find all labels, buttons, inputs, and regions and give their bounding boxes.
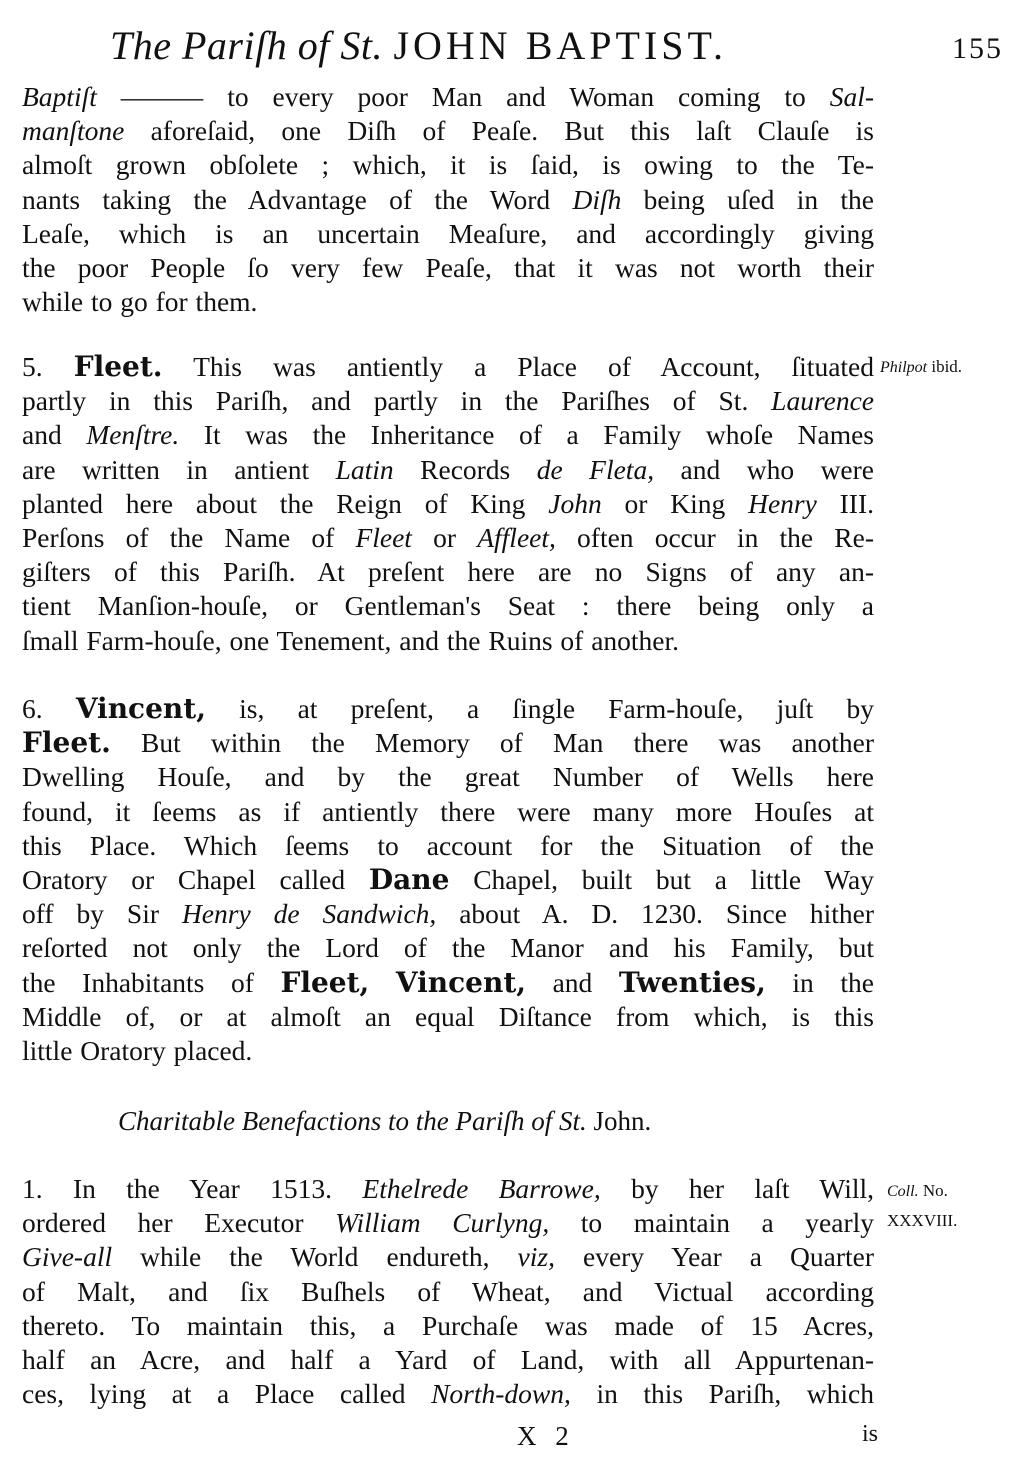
blackletter-word: Dane: [368, 863, 450, 897]
paragraph-intro: [22, 80, 874, 319]
text-line: [22, 384, 874, 418]
margin-text: No.: [918, 1181, 948, 1200]
text-run: ordered her Executor: [22, 1207, 336, 1239]
text-run: Oratory or Chapel called: [22, 864, 369, 896]
text-run: and: [526, 966, 619, 998]
item-number: 6.: [22, 693, 76, 724]
section-title-benefactions: [118, 1104, 818, 1138]
italic-word: Laurence: [771, 385, 874, 417]
text-run: It was the Inheritance of a Family whoſe Names: [179, 419, 874, 451]
text-line: Leaſe, which is an uncertain Meaſure, and accordingly giving: [22, 217, 874, 249]
text-run: Chapel, built but a little Way: [449, 864, 874, 896]
text-run: is, at preſent, a ſingle Farm-houſe, juſt by: [205, 693, 874, 724]
text-line: tient Manſion-houſe, or Gentleman's Seat : there being only a: [22, 590, 874, 622]
italic-word: Sal-: [829, 81, 874, 112]
text-line: almoſt grown obſolete ; which, it is ſaid, is owing to the Te-: [22, 149, 874, 181]
text-run: while the World endureth,: [112, 1241, 518, 1273]
paragraph-charity-1: [22, 1172, 874, 1411]
text-line: [22, 487, 874, 521]
catchword: is: [862, 1421, 879, 1447]
blackletter-word: Vincent,: [395, 965, 527, 999]
italic-word: Diſh: [572, 183, 622, 215]
italic-word: Baptiſt: [22, 81, 97, 112]
text-line: [22, 897, 874, 931]
blackletter-heading: Fleet.: [73, 350, 163, 383]
text-run: planted here about the Reign of King: [22, 487, 549, 519]
text-run: Perſons of the Name of: [22, 522, 356, 554]
text-line: Dwelling Houſe, and by the great Number of Wells here: [22, 761, 874, 793]
italic-word: Ethelrede Barrowe,: [362, 1173, 601, 1204]
text-run: often occur in the Re-: [555, 522, 875, 554]
margin-italic: Coll.: [887, 1183, 919, 1200]
section-title-italic: Charitable Benefactions to the Pariſh of St.: [118, 1106, 587, 1136]
running-header: [110, 22, 810, 70]
text-run: partly in this Pariſh, and partly in the Pariſhes of St.: [22, 385, 772, 417]
text-run: about A. D. 1230. Since hither: [436, 898, 874, 930]
blackletter-word: Fleet.: [22, 726, 111, 760]
header-saint-name: JOHN BAPTIST.: [393, 23, 727, 68]
text-line: [22, 114, 874, 148]
margin-italic: Philpot: [880, 359, 928, 376]
text-line: this Place. Which ſeems to account for the Situation of the: [22, 829, 874, 861]
text-run: and who were: [654, 453, 874, 485]
text-line: half an Acre, and half a Yard of Land, with all Appurtenan-: [22, 1344, 874, 1376]
text-line: [22, 966, 874, 1000]
text-line: found, it ſeems as if antiently there were many more Houſes at: [22, 795, 874, 827]
text-run: and: [22, 419, 87, 451]
text-line: [22, 453, 874, 487]
text-line: [22, 692, 874, 726]
text-line: giſters of this Pariſh. At preſent here are no Signs of any an-: [22, 556, 874, 588]
text-run: or King: [601, 487, 749, 519]
text-run: being uſed in the: [621, 183, 874, 215]
text-line: reſorted not only the Lord of the Manor and his Family, but: [22, 932, 874, 964]
text-line: [22, 1377, 874, 1411]
text-run: III.: [816, 487, 874, 519]
text-run: to maintain a yearly: [549, 1207, 875, 1239]
italic-word: Henry de Sandwich,: [181, 898, 437, 930]
text-run: [369, 967, 396, 998]
text-line: while to go for them.: [22, 286, 258, 318]
italic-word: North-down,: [431, 1378, 571, 1410]
text-run: every Year a Quarter: [554, 1241, 874, 1273]
text-line: [22, 1172, 874, 1206]
text-line: thereto. To maintain this, a Purchaſe was made of 15 Acres,: [22, 1309, 874, 1341]
text-run: 1. In the Year 1513.: [22, 1173, 363, 1204]
header-parish-label: The Pariſh of: [110, 23, 330, 68]
text-line: Middle of, or at almoſt an equal Diſtance from which, is this: [22, 1000, 874, 1032]
paragraph-5-fleet: [22, 350, 874, 658]
italic-word: Give-all: [22, 1241, 113, 1273]
header-st: St.: [340, 23, 383, 68]
text-line: [22, 521, 874, 555]
text-run: the Inhabitants of: [22, 966, 281, 998]
italic-word: Latin: [335, 453, 394, 485]
blackletter-word: Fleet,: [280, 965, 370, 999]
text-run: But within the Memory of Man there was another: [110, 727, 874, 759]
italic-word: manſtone: [22, 115, 125, 147]
text-line: [22, 350, 874, 384]
text-line: ſmall Farm-houſe, one Tenement, and the Ruins of another.: [22, 624, 680, 656]
text-line: [22, 1206, 874, 1240]
text-run: ces, lying at a Place called: [22, 1378, 432, 1410]
blackletter-word: Twenties,: [618, 965, 766, 999]
text-run: or: [411, 522, 478, 554]
section-title-roman: John.: [586, 1106, 652, 1136]
italic-word: Menſtre.: [86, 419, 180, 451]
text-line: little Oratory placed.: [22, 1035, 253, 1067]
text-run: Records: [393, 453, 537, 485]
page-number: 155: [952, 32, 1003, 65]
margin-note-philpot: [880, 354, 962, 381]
text-run: nants taking the Advantage of the Word: [22, 183, 573, 215]
text-line: [22, 183, 874, 217]
italic-word: John: [548, 487, 602, 519]
italic-word: de Fleta,: [536, 453, 655, 485]
text-line: [22, 80, 874, 114]
text-line: [22, 418, 874, 452]
italic-word: viz,: [517, 1241, 555, 1273]
text-run: in the: [765, 966, 874, 998]
text-line: the poor People ſo very few Peaſe, that it was not worth their: [22, 252, 874, 284]
italic-word: Affleet,: [477, 522, 556, 554]
margin-note-coll: [887, 1178, 948, 1205]
margin-note-coll-number: XXXVIII.: [887, 1211, 958, 1230]
text-run: are written in antient: [22, 453, 336, 485]
paragraph-6-vincent: [22, 692, 874, 1068]
text-run: in this Pariſh, which: [570, 1378, 874, 1410]
text-run: by her laſt Will,: [600, 1173, 874, 1204]
italic-word: Henry: [748, 487, 817, 519]
text-line: [22, 863, 874, 897]
italic-word: William Curlyng,: [335, 1207, 550, 1239]
item-number: 5.: [22, 351, 74, 382]
text-run: off by Sir: [22, 898, 182, 930]
text-run: ——— to every poor Man and Woman coming to: [96, 81, 830, 112]
blackletter-heading: Vincent,: [75, 692, 206, 725]
text-run: This was antiently a Place of Account, ſituated: [162, 351, 875, 382]
text-line: [22, 726, 874, 760]
italic-word: Fleet: [355, 522, 412, 554]
signature-mark: X 2: [517, 1421, 575, 1451]
margin-text: ibid.: [927, 357, 963, 376]
text-line: [22, 1240, 874, 1274]
text-line: of Malt, and ſix Buſhels of Wheat, and Victual according: [22, 1275, 874, 1307]
text-run: aforeſaid, one Diſh of Peaſe. But this laſt Clauſe is: [124, 115, 874, 147]
